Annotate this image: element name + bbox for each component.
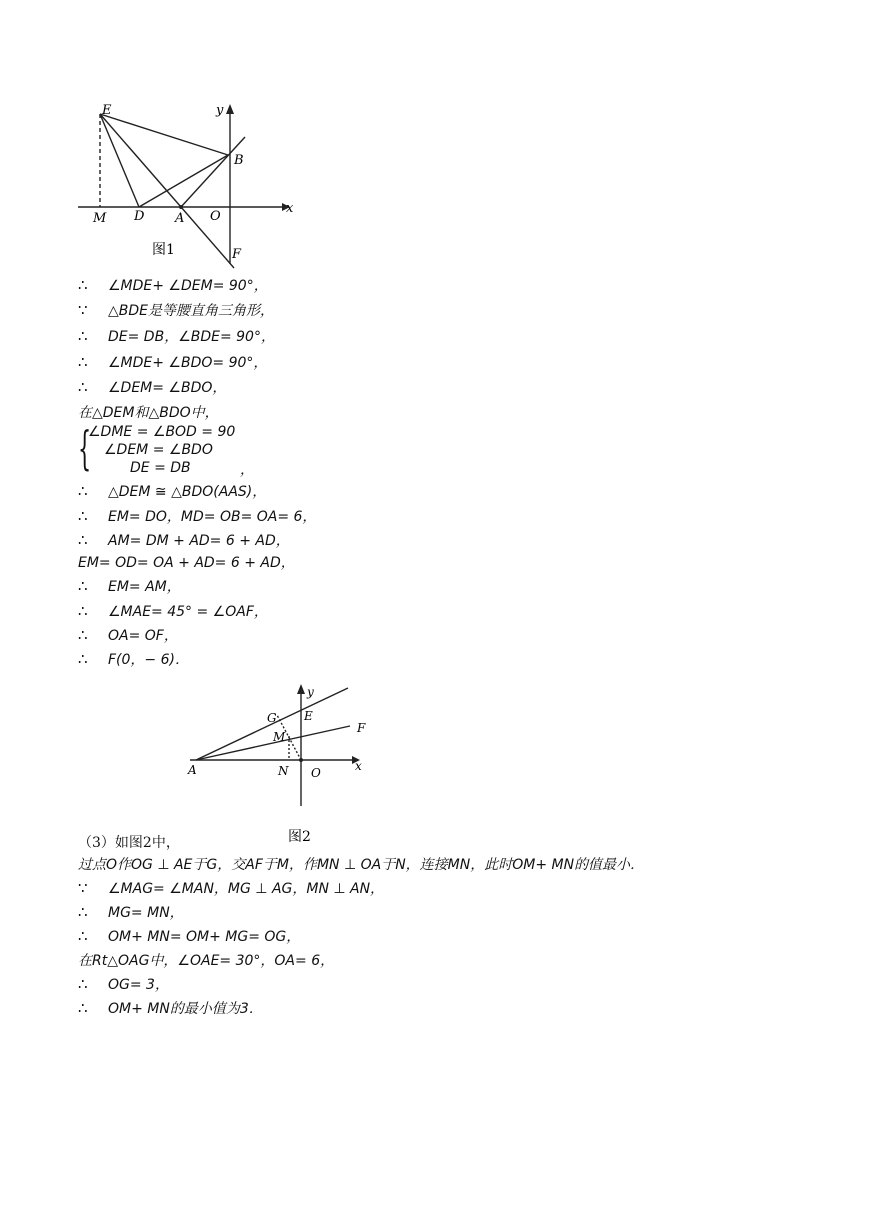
proof-text: 在Rt△OAG中，∠OAE= 30°，OA= 6，: [78, 953, 335, 969]
label-B: B: [234, 153, 244, 168]
part3-line: 过点O作OG ⊥ AE于G，交AF于M，作MN ⊥ OA于N，连接MN，此时OM+ MN的值最小．: [78, 857, 645, 873]
proof-text: F(0，− 6)．: [108, 652, 189, 668]
proof-text: △BDE是等腰直角三角形，: [108, 303, 274, 319]
y-axis-arrow: [297, 684, 305, 694]
proof-intro: 在△DEM和△BDO中，: [78, 405, 219, 421]
proof-symbol: ∴: [78, 482, 88, 500]
proof-line: [78, 948, 334, 972]
label-N: N: [278, 764, 289, 778]
proof-text: ∠DEM= ∠BDO，: [108, 380, 227, 396]
proof-symbol: ∴: [78, 327, 88, 345]
proof-line: [78, 504, 316, 528]
label-M: M: [273, 730, 286, 744]
proof-line: [78, 900, 184, 924]
proof-line: [78, 599, 268, 623]
proof-line: [78, 350, 267, 374]
figure-1: [70, 96, 310, 276]
left-brace: {: [78, 421, 92, 475]
figure-2: [180, 678, 380, 850]
proof-line: [78, 972, 169, 996]
proof-symbol: ∴: [78, 531, 88, 549]
segment-EA: [100, 114, 181, 207]
proof-symbol: ∴: [78, 577, 88, 595]
label-F: F: [357, 721, 366, 735]
line-AB: [181, 137, 245, 207]
proof-line: [78, 876, 384, 900]
proof-line: [78, 924, 300, 948]
label-E: E: [304, 709, 313, 723]
label-x: x: [355, 759, 362, 773]
proof-symbol: ∴: [78, 626, 88, 644]
proof-symbol: ∵: [78, 879, 88, 897]
proof-text: OM+ MN= OM+ MG= OG，: [108, 929, 301, 945]
part3-heading: （3）如图2中，: [78, 835, 180, 851]
label-D: D: [134, 209, 145, 224]
proof-text: ∠MDE+ ∠BDO= 90°，: [108, 355, 268, 371]
y-axis-arrow: [226, 104, 234, 114]
label-E: E: [102, 103, 112, 118]
point-O-dot: [299, 758, 303, 762]
proof-symbol: ∴: [78, 999, 88, 1017]
proof-text: DE= DB，∠BDE= 90°，: [108, 329, 275, 345]
system-tail: ，: [240, 462, 254, 478]
segment-EB: [100, 114, 228, 155]
proof-line: [78, 574, 181, 598]
figure-1-caption: 图1: [152, 242, 175, 258]
proof-text: OM+ MN的最小值为3．: [108, 1001, 263, 1017]
proof-text: ∠MAG= ∠MAN，MG ⊥ AG，MN ⊥ AN，: [108, 881, 385, 897]
proof-line: [78, 623, 178, 647]
system-line: DE = DB: [130, 460, 191, 476]
label-y: y: [307, 685, 314, 699]
proof-text: EM= DO，MD= OB= OA= 6，: [108, 509, 317, 525]
proof-line: [78, 375, 226, 399]
proof-symbol: ∴: [78, 975, 88, 993]
equation-system: [78, 423, 378, 477]
proof-text: EM= OD= OA + AD= 6 + AD，: [78, 555, 295, 571]
segment-AF: [181, 207, 234, 268]
proof-line: [78, 324, 275, 348]
proof-symbol: ∴: [78, 507, 88, 525]
proof-symbol: ∴: [78, 276, 88, 294]
label-A: A: [188, 763, 197, 777]
proof-symbol: ∴: [78, 650, 88, 668]
label-O: O: [210, 209, 221, 224]
proof-line: [78, 550, 295, 574]
label-O: O: [311, 766, 321, 780]
system-line: ∠DEM = ∠BDO: [104, 442, 213, 458]
proof-line: [78, 298, 274, 322]
proof-symbol: ∴: [78, 903, 88, 921]
system-line: ∠DME = ∠BOD = 90: [88, 424, 236, 440]
label-x: x: [286, 201, 294, 216]
proof-symbol: ∴: [78, 927, 88, 945]
proof-text: △DEM ≅ △BDO(AAS)，: [108, 484, 267, 500]
label-y: y: [216, 103, 224, 118]
segment-DB: [139, 155, 228, 207]
segment-ED: [100, 114, 139, 207]
label-F: F: [232, 247, 242, 262]
proof-text: EM= AM，: [108, 579, 181, 595]
point-A-dot: [179, 205, 183, 209]
figure-2-caption: 图2: [288, 829, 311, 845]
proof-symbol: ∴: [78, 602, 88, 620]
proof-text: OG= 3，: [108, 977, 169, 993]
proof-text: ∠MDE+ ∠DEM= 90°，: [108, 278, 268, 294]
label-A: A: [175, 211, 185, 226]
proof-text: ∠MAE= 45° = ∠OAF，: [108, 604, 268, 620]
proof-text: OA= OF，: [108, 628, 178, 644]
proof-line: [78, 479, 266, 503]
proof-line: [78, 647, 189, 671]
label-M: M: [93, 211, 107, 226]
proof-text: MG= MN，: [108, 905, 184, 921]
proof-symbol: ∴: [78, 353, 88, 371]
proof-line: [78, 996, 263, 1020]
proof-symbol: ∵: [78, 301, 88, 319]
proof-symbol: ∴: [78, 378, 88, 396]
proof-line: [78, 528, 290, 552]
label-G: G: [267, 711, 277, 725]
proof-text: AM= DM + AD= 6 + AD，: [108, 533, 290, 549]
proof-line: [78, 273, 268, 297]
